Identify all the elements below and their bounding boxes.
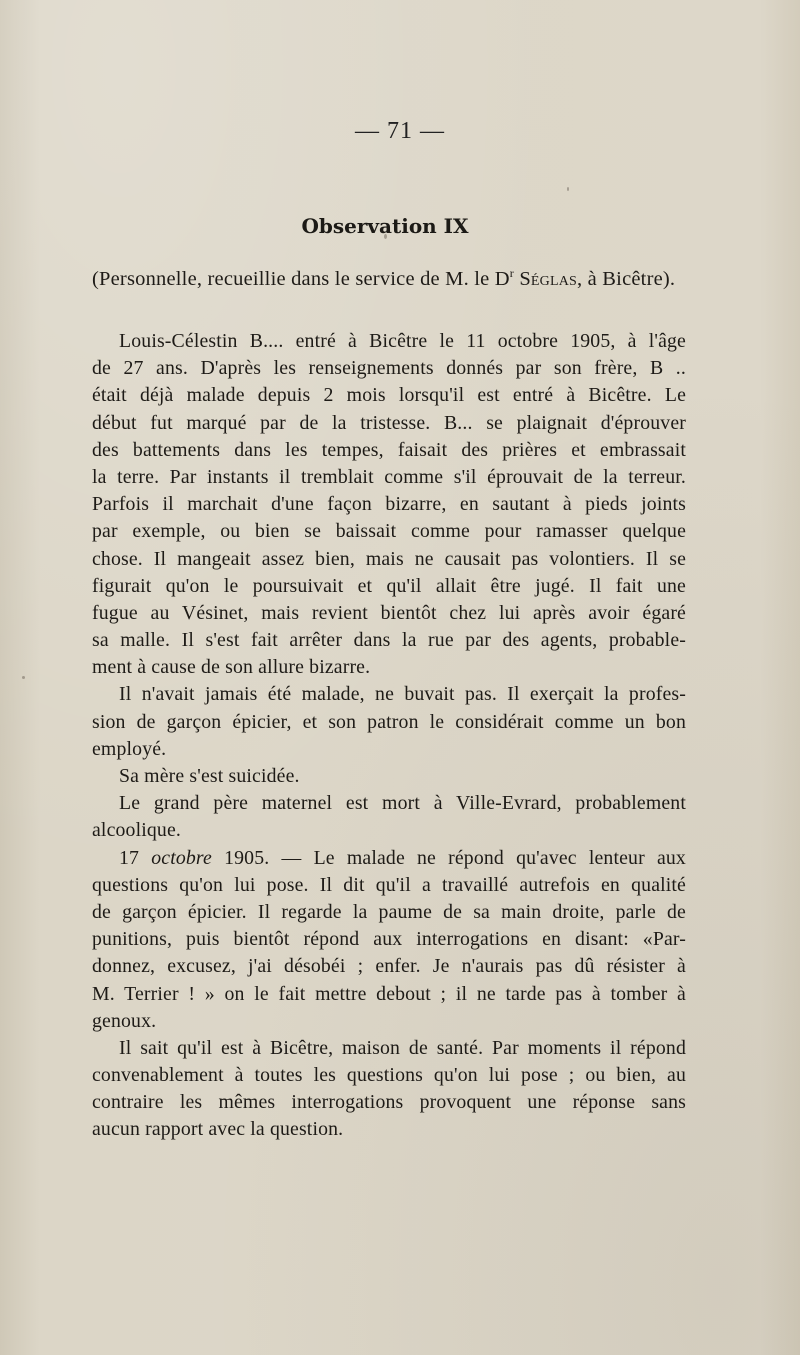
- source-superscript: r: [509, 266, 514, 280]
- text-line: convenablement à toutes les questions qu'on lui pose ; ou bien, au: [92, 1064, 686, 1087]
- text-line: de 27 ans. D'après les renseignements donnés par son frère, B ..: [92, 357, 686, 380]
- observation-source: [92, 266, 692, 291]
- text-line: Il sait qu'il est à Bicêtre, maison de santé. Par moments il répond: [119, 1036, 686, 1059]
- text-line: chose. Il mangeait assez bien, mais ne causait pas volontiers. Il se: [92, 547, 686, 570]
- text-line: sa malle. Il s'est fait arrêter dans la rue par des agents, probable-: [92, 629, 686, 652]
- text-line: punitions, puis bientôt répond aux interrogations en disant: «Par-: [92, 928, 686, 951]
- source-prefix: (Personnelle, recueillie dans le service de M. le D: [92, 267, 510, 290]
- text-line: la terre. Par instants il tremblait comme s'il éprouvait de la terreur.: [92, 465, 686, 488]
- date-month: octobre: [151, 846, 212, 869]
- text-line: questions qu'on lui pose. Il dit qu'il a travaillé autrefois en qualité: [92, 873, 686, 896]
- text-line: Sa mère s'est suicidée.: [119, 765, 300, 787]
- text-line: Il n'avait jamais été malade, ne buvait pas. Il exerçait la profes-: [119, 683, 686, 706]
- dated-text-line: [92, 845, 686, 872]
- ink-speck: [22, 676, 25, 679]
- text-line: début fut marqué par de la tristesse. B... se plaignait d'éprouver: [92, 411, 686, 434]
- text-line: sion de garçon épicier, et son patron le considérait comme un bon: [92, 710, 686, 733]
- text-line: M. Terrier ! » on le fait mettre debout ; il ne tarde pas à tomber à: [92, 982, 686, 1005]
- text-line: Parfois il marchait d'une façon bizarre, en sautant à pieds joints: [92, 493, 686, 516]
- page-number: — 71 —: [355, 118, 445, 144]
- source-name: Séglas: [519, 267, 578, 290]
- ink-speck: [567, 187, 569, 191]
- text-line: Louis-Célestin B.... entré à Bicêtre le 11 octobre 1905, à l'âge: [119, 330, 686, 352]
- text-line: contraire les mêmes interrogations provoquent une réponse sans: [92, 1091, 686, 1114]
- text-line: aucun rapport avec la question.: [92, 1118, 344, 1141]
- source-suffix: , à Bicêtre).: [577, 267, 676, 290]
- dated-line-rest: 1905. — Le malade ne répond qu'avec lenteur aux: [211, 846, 686, 869]
- text-line: des battements dans les tempes, faisait des prières et embrassait: [92, 438, 686, 461]
- text-line: était déjà malade depuis 2 mois lorsqu'il est entré à Bicêtre. Le: [92, 384, 686, 407]
- observation-body: [92, 328, 686, 1144]
- observation-heading: Observation IX: [301, 214, 469, 238]
- text-line: Le grand père maternel est mort à Ville-Evrard, probablement: [119, 792, 686, 815]
- date-day: 17: [119, 846, 152, 869]
- text-line: de garçon épicier. Il regarde la paume de sa main droite, parle de: [92, 900, 686, 923]
- text-line: par exemple, ou bien se baissait comme pour ramasser quelque: [92, 520, 686, 543]
- text-line: figurait qu'on le poursuivait et qu'il allait être jugé. Il fait une: [92, 574, 686, 597]
- text-line: alcoolique.: [92, 819, 181, 842]
- text-line: fugue au Vésinet, mais revient bientôt chez lui après avoir égaré: [92, 601, 686, 624]
- text-line: employé.: [92, 737, 167, 760]
- text-line: donnez, excusez, j'ai désobéi ; enfer. Je n'aurais pas dû résister à: [92, 955, 686, 978]
- text-line: ment à cause de son allure bizarre.: [92, 656, 371, 679]
- text-line: genoux.: [92, 1009, 157, 1032]
